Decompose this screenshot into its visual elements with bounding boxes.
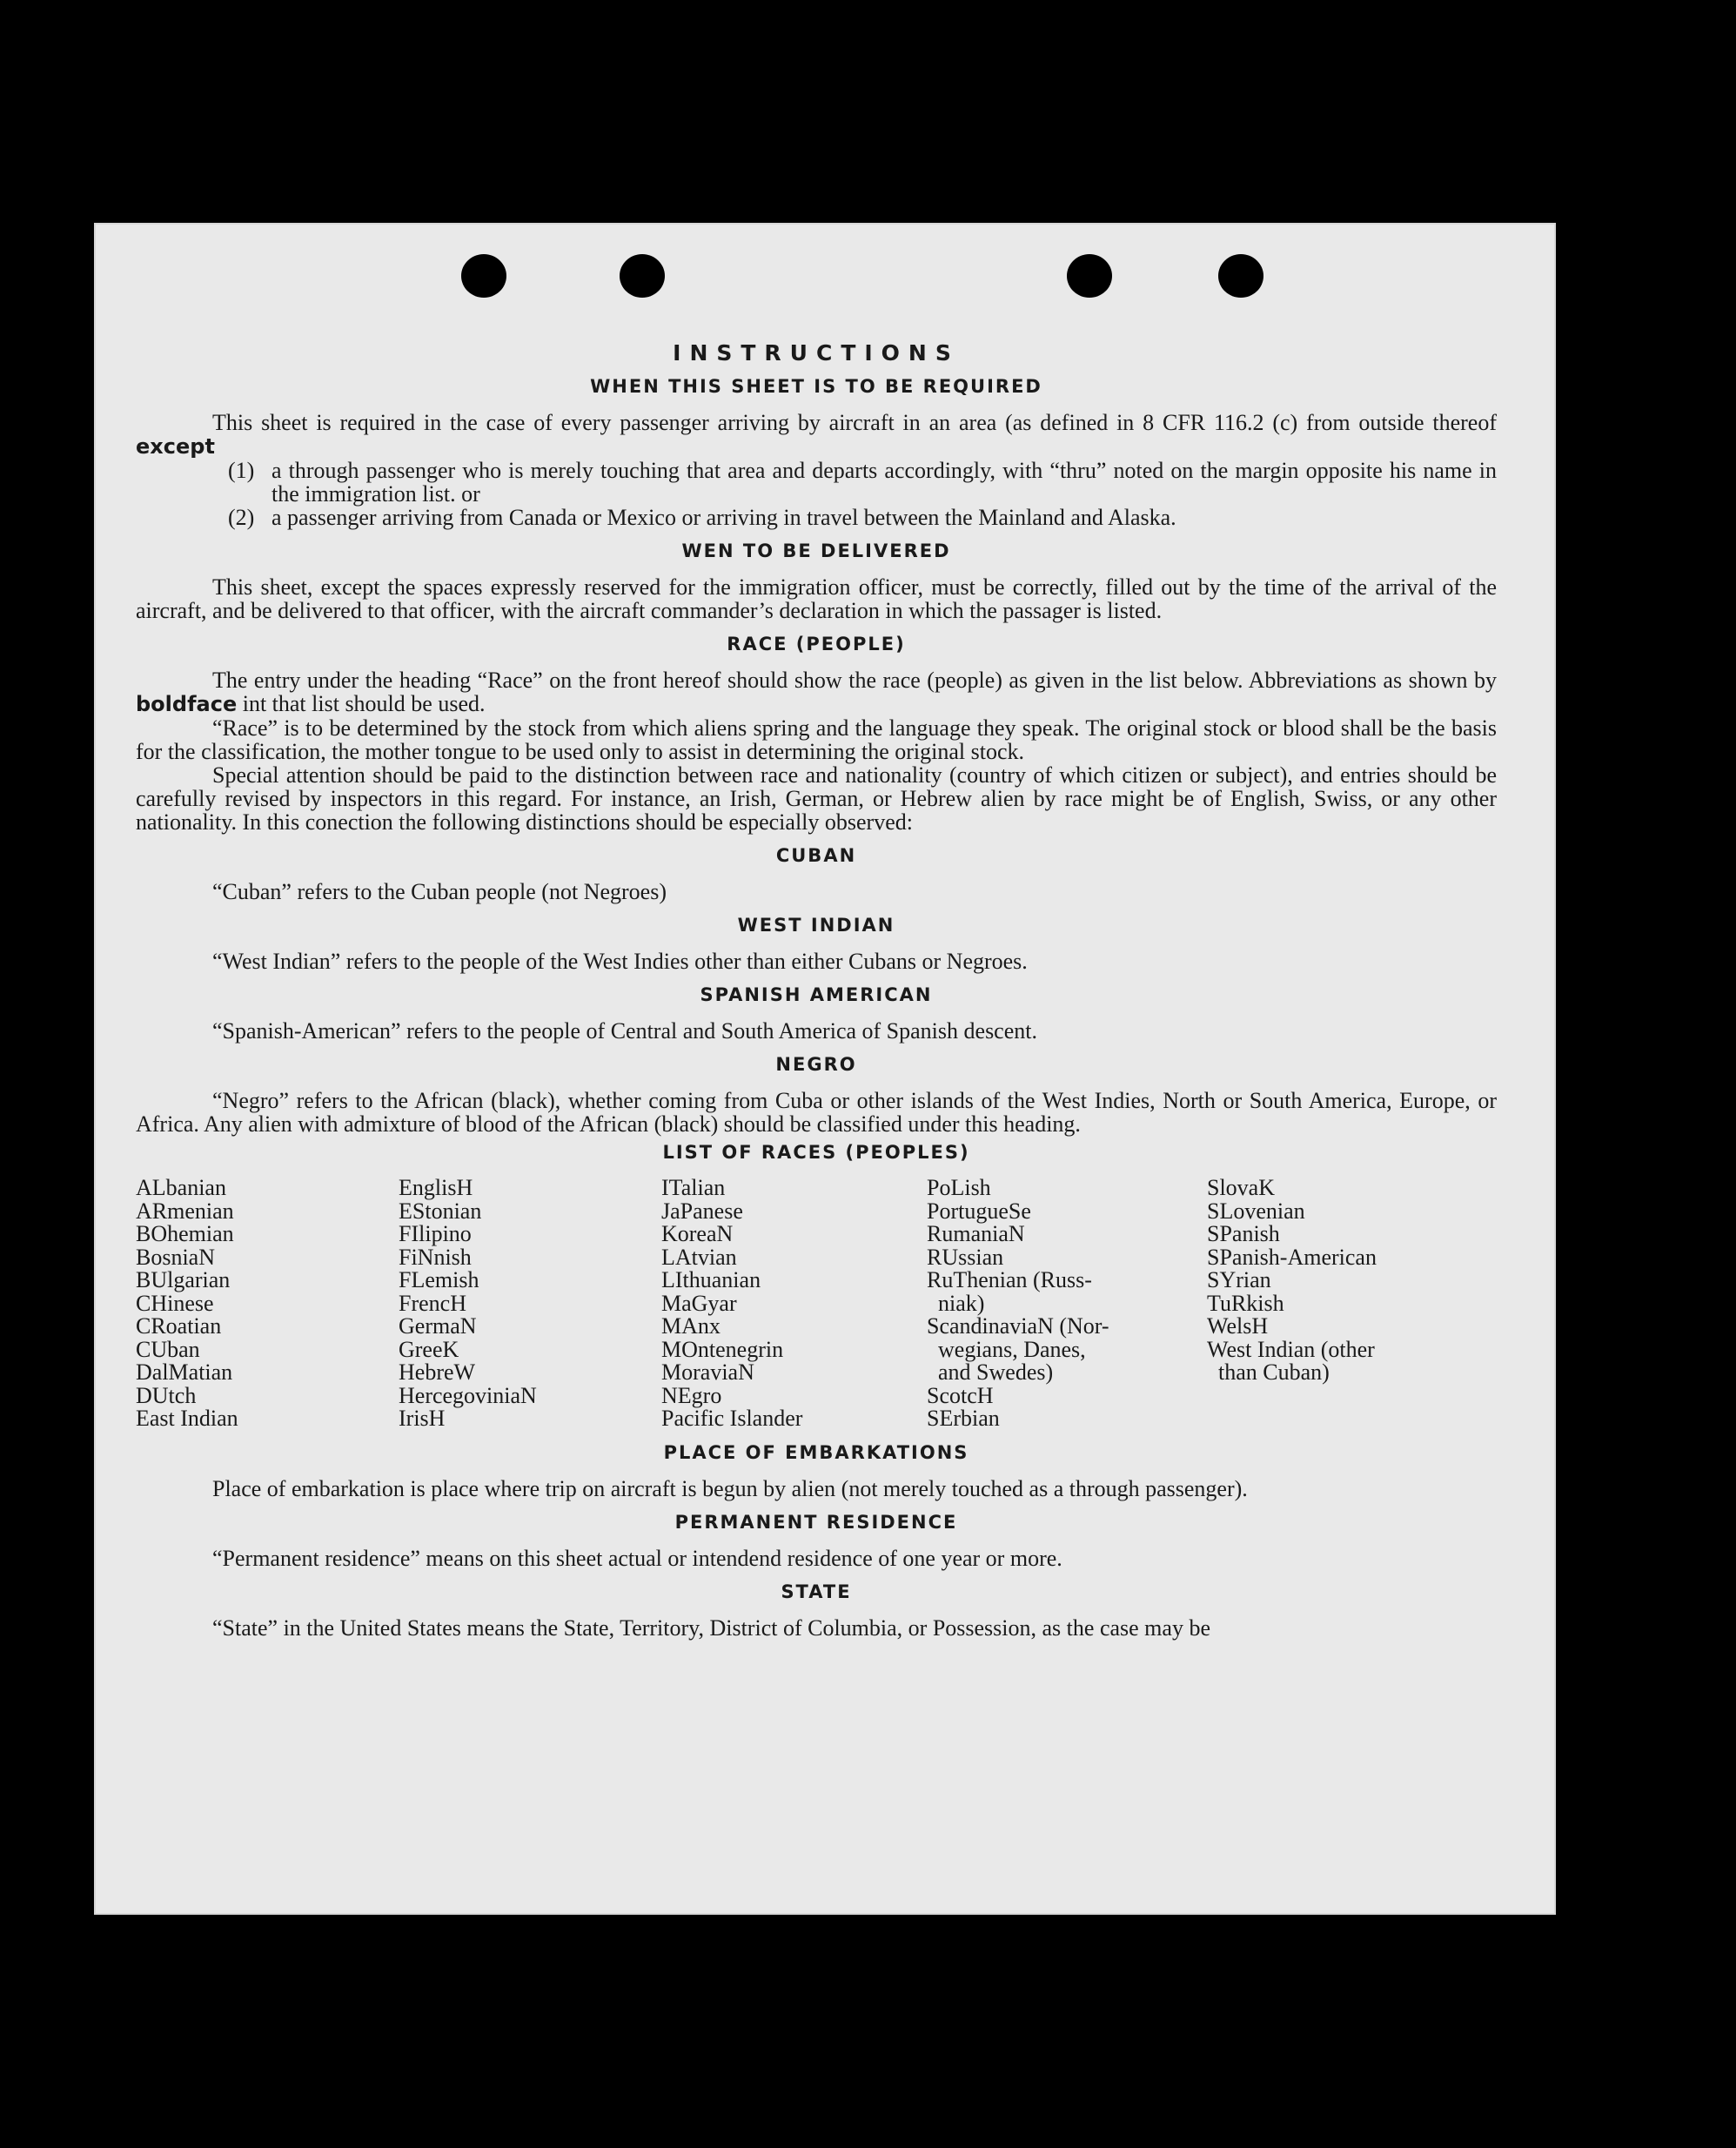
race-column <box>661 1177 927 1431</box>
paragraph-text: The entry under the heading “Race” on the front hereof should show the race (people) as given in the list below. Abbreviations as shown by <box>212 668 1497 693</box>
item-number: (1) <box>228 458 255 483</box>
race-item: BUlgarian <box>136 1267 231 1292</box>
race-column <box>1207 1177 1433 1431</box>
race-list <box>136 1177 1497 1431</box>
race-item: GermaN <box>399 1313 477 1339</box>
race-item: HebreW <box>399 1359 476 1385</box>
race-item: ScandinaviaN (Nor- <box>927 1313 1109 1339</box>
paragraph-cuban: “Cuban” refers to the Cuban people (not Negroes) <box>212 879 667 904</box>
paragraph-text: This sheet is required in the case of every passenger arriving by aircraft in an area (as defined in 8 CFR 116.2 (c) from outside thereof <box>212 410 1497 435</box>
race-item: SPanish-American <box>1207 1244 1377 1270</box>
race-item: RuThenian (Russ- <box>927 1267 1092 1292</box>
race-item: FLemish <box>399 1267 479 1292</box>
race-item: Pacific Islander <box>661 1406 803 1431</box>
section-heading-race: RACE (PEOPLE) <box>727 634 906 654</box>
race-item: MOntenegrin <box>661 1336 784 1362</box>
race-item: MoraviaN <box>661 1359 754 1385</box>
race-item: wegians, Danes, <box>927 1336 1086 1362</box>
keyword-boldface: boldface <box>136 692 238 716</box>
race-item: CHinese <box>136 1290 214 1316</box>
race-item: NEgro <box>661 1382 722 1408</box>
page-title: INSTRUCTIONS <box>673 340 960 366</box>
race-item: JaPanese <box>661 1198 743 1224</box>
list-item <box>136 459 1497 506</box>
paragraph-residence: “Permanent residence” means on this sheet actual or intendend residence of one year or more. <box>212 1545 1062 1571</box>
race-item: BosniaN <box>136 1244 215 1270</box>
race-item: SlovaK <box>1207 1175 1275 1200</box>
race-item: FiNnish <box>399 1244 472 1270</box>
item-text: a passenger arriving from Canada or Mexico or arriving in travel between the Mainland and Alaska. <box>271 505 1176 530</box>
section-heading-embarkation: PLACE OF EMBARKATIONS <box>663 1441 969 1463</box>
punch-hole <box>1218 254 1263 298</box>
race-item: SErbian <box>927 1406 1000 1431</box>
instructions-body <box>136 341 1497 1640</box>
race-item: ScotcH <box>927 1382 994 1408</box>
race-item: BOhemian <box>136 1221 234 1246</box>
race-item: EStonian <box>399 1198 482 1224</box>
race-item: SLovenian <box>1207 1198 1305 1224</box>
section-heading-required: WHEN THIS SHEET IS TO BE REQUIRED <box>590 376 1042 397</box>
race-item: ALbanian <box>136 1175 226 1200</box>
paragraph-spanish-american: “Spanish-American” refers to the people of Central and South America of Spanish descent. <box>212 1018 1037 1044</box>
paragraph-race-3: Special attention should be paid to the distinction between race and nationality (country of which citizen or subject), and entries should be carefully revised by inspectors in this regard. For instance, an Irish, German, or Hebrew alien by race might be of English, Swiss, or any other nationality. In this conection the following distinctions should be especially observed: <box>136 762 1497 835</box>
section-heading-west-indian: WEST INDIAN <box>737 915 895 936</box>
race-item: niak) <box>927 1290 985 1316</box>
section-heading-residence: PERMANENT RESIDENCE <box>674 1511 958 1533</box>
punch-hole <box>620 254 665 298</box>
keyword-except: except <box>136 434 215 459</box>
item-number: (2) <box>228 505 255 530</box>
document-sheet <box>94 223 1556 1915</box>
race-item: DalMatian <box>136 1359 233 1385</box>
paragraph-race-1 <box>136 668 1497 716</box>
section-heading-delivered: WEN TO BE DELIVERED <box>681 540 951 561</box>
race-item: TuRkish <box>1207 1290 1284 1316</box>
race-column <box>399 1177 661 1431</box>
race-item: EnglisH <box>399 1175 473 1200</box>
race-item: LIthuanian <box>661 1267 761 1292</box>
paragraph-text: int that list should be used. <box>242 691 486 716</box>
paragraph-required <box>136 411 1497 459</box>
race-item: and Swedes) <box>927 1359 1054 1385</box>
race-item: DUtch <box>136 1382 197 1408</box>
race-item: WelsH <box>1207 1313 1269 1339</box>
race-item: RumaniaN <box>927 1221 1025 1246</box>
race-item: IrisH <box>399 1406 446 1431</box>
item-text: a through passenger who is merely touching that area and departs accordingly, with “thru” noted on the margin opposite his name in the immigration list. or <box>271 458 1497 507</box>
race-column <box>927 1177 1207 1431</box>
race-item: CRoatian <box>136 1313 222 1339</box>
race-item: MaGyar <box>661 1290 737 1316</box>
race-item: ARmenian <box>136 1198 234 1224</box>
paragraph-embarkation: Place of embarkation is place where trip on aircraft is begun by alien (not merely touched as a through passenger). <box>212 1475 1248 1501</box>
race-item: PoLish <box>927 1175 991 1200</box>
race-item: LAtvian <box>661 1244 737 1270</box>
race-item: SYrian <box>1207 1267 1271 1292</box>
punch-hole <box>461 254 506 298</box>
race-column <box>136 1177 399 1431</box>
race-item: SPanish <box>1207 1221 1280 1246</box>
punch-hole <box>1067 254 1112 298</box>
race-item: PortugueSe <box>927 1198 1031 1224</box>
race-item: West Indian (other <box>1207 1336 1375 1362</box>
section-heading-spanish-american: SPANISH AMERICAN <box>700 984 933 1005</box>
race-item: FIlipino <box>399 1221 472 1246</box>
paragraph-delivered: This sheet, except the spaces expressly reserved for the immigration officer, must be correctly, filled out by the time of the arrival of the aircraft, and be delivered to that officer, with the aircraft commander’s declaration in which the passager is listed. <box>136 574 1497 623</box>
race-item: East Indian <box>136 1406 238 1431</box>
race-item: FrencH <box>399 1290 466 1316</box>
race-item: GreeK <box>399 1336 459 1362</box>
section-heading-negro: NEGRO <box>775 1054 857 1075</box>
race-item: HercegoviniaN <box>399 1382 537 1408</box>
race-item: CUban <box>136 1336 200 1362</box>
paragraph-negro: “Negro” refers to the African (black), whether coming from Cuba or other islands of the West Indies, North or South America, Europe, or Africa. Any alien with admixture of blood of the African (black) should be classified under this heading. <box>136 1088 1497 1137</box>
race-item: than Cuban) <box>1207 1359 1330 1385</box>
race-item: RUssian <box>927 1244 1004 1270</box>
race-item: MAnx <box>661 1313 721 1339</box>
list-item <box>136 506 1497 529</box>
race-item: ITalian <box>661 1175 726 1200</box>
race-item: KoreaN <box>661 1221 734 1246</box>
paragraph-state: “State” in the United States means the State, Territory, District of Columbia, or Possession, as the case may be <box>212 1614 1210 1641</box>
paragraph-race-2: “Race” is to be determined by the stock from which aliens spring and the language they speak. The original stock or blood shall be the basis for the classification, the mother tongue to be used only to assist in determining the original stock. <box>136 715 1497 764</box>
section-heading-cuban: CUBAN <box>775 845 857 866</box>
paragraph-west-indian: “West Indian” refers to the people of the West Indies other than either Cubans or Negroes. <box>212 949 1028 974</box>
section-heading-state: STATE <box>781 1581 852 1602</box>
section-heading-races: LIST OF RACES (PEOPLES) <box>662 1142 970 1163</box>
